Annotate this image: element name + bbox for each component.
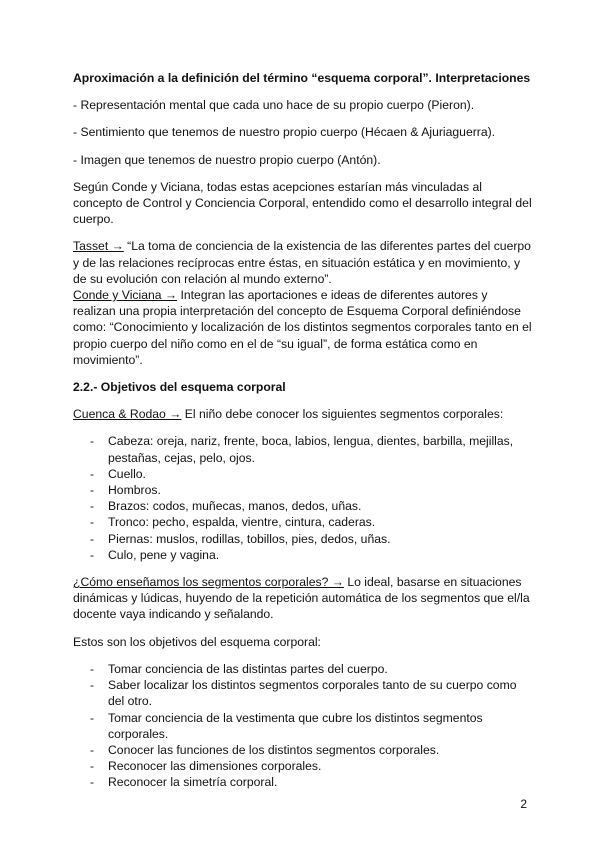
list-item: - Piernas: muslos, rodillas, tobillos, pies, dedos, uñas. (73, 531, 533, 547)
conde-viciana-summary: Según Conde y Viciana, todas estas acepciones estarían más vinculadas al concepto de Control y Conciencia Corporal, entendido como el desarrollo integral del cuerpo. (73, 179, 532, 227)
conde-viciana-label: Conde y Viciana → (73, 288, 178, 303)
list-item: - Culo, pene y vagina. (73, 547, 533, 563)
section-heading-objectives: 2.2.- Objetivos del esquema corporal (73, 380, 286, 395)
cuenca-text: El niño debe conocer los siguientes segmentos corporales: (181, 407, 504, 422)
question-text: Lo ideal, basarse en situaciones dinámicas y lúdicas, huyendo de la repetición automática de los segmentos que el/la docente vaya indicando y señalando. (73, 575, 530, 622)
conde-viciana-text: Integran las aportaciones e ideas de diferentes autores y realizan una propia interpretación del concepto de Esquema Corporal definiéndose como: “Conocimiento y localización de los distintos segmentos corporales tanto en el propio cuerpo del niño como en el de “su igual”, de forma estática como en movimiento”. (73, 288, 532, 367)
list-item: - Tronco: pecho, espalda, vientre, cintura, caderas. (73, 514, 533, 530)
tasset-label: Tasset → (73, 239, 124, 254)
definition-hecaen: - Sentimiento que tenemos de nuestro propio cuerpo (Hécaen & Ajuriaguerra). (73, 125, 496, 140)
section-heading-definition: Aproximación a la definición del término “esquema corporal”. Interpretaciones (73, 71, 531, 85)
tasset-text: “La toma de conciencia de la existencia de las diferentes partes del cuerpo y de las relaciones recíprocas entre éstas, en situación estática y en movimiento, y de su evolución con relación al mundo externo”. (73, 239, 531, 286)
list-item: - Tomar conciencia de la vestimenta que cubre los distintos segmentos corporales. (73, 710, 533, 742)
definition-anton: - Imagen que tenemos de nuestro propio cuerpo (Antón). (73, 152, 381, 167)
body-segments-list (73, 433, 533, 563)
question-label: ¿Cómo enseñamos los segmentos corporales? → (73, 575, 344, 590)
objectives-list (73, 661, 533, 791)
list-item: - Brazos: codos, muñecas, manos, dedos, uñas. (73, 498, 533, 514)
page-number: 2 (520, 797, 527, 811)
list-item: - Reconocer la simetría corporal. (73, 774, 533, 790)
list-item: - Cabeza: oreja, nariz, frente, boca, labios, lengua, dientes, barbilla, mejillas, pestañas, cejas, pelo, ojos. (73, 433, 533, 465)
page-content (73, 70, 533, 802)
cuenca-label: Cuenca & Rodao → (73, 407, 182, 422)
definition-pieron: - Representación mental que cada uno hace de su propio cuerpo (Pieron). (73, 98, 475, 113)
list-item: - Tomar conciencia de las distintas partes del cuerpo. (73, 661, 533, 677)
list-item: - Hombros. (73, 482, 533, 498)
list-item: - Conocer las funciones de los distintos segmentos corporales. (73, 742, 533, 758)
list-item: - Cuello. (73, 466, 533, 482)
list-item: - Reconocer las dimensiones corporales. (73, 758, 533, 774)
question-paragraph (73, 574, 533, 623)
conde-viciana-paragraph (73, 287, 533, 368)
objectives-intro: Estos son los objetivos del esquema corporal: (73, 634, 321, 649)
cuenca-paragraph (73, 406, 533, 422)
tasset-paragraph (73, 238, 533, 287)
list-item: - Saber localizar los distintos segmentos corporales tanto de su cuerpo como del otro. (73, 677, 533, 709)
